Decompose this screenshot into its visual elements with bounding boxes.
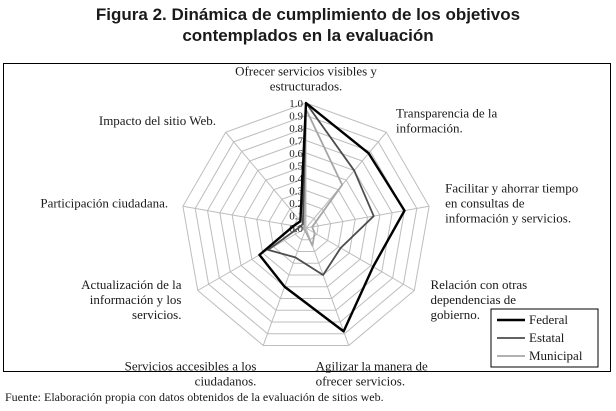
axis-label <box>396 105 498 135</box>
tick-label: 0.0 <box>289 223 303 235</box>
axis-label <box>445 180 578 225</box>
axis-label-line: Participación ciudadana. <box>40 195 169 211</box>
axis-label-line: Actualización de la <box>81 276 182 292</box>
grid-spoke <box>198 228 306 291</box>
axis-label-line: información y servicios. <box>445 210 572 226</box>
figure-title-line-1: Figura 2. Dinámica de cumplimiento de los objetivos <box>95 5 521 24</box>
tick-label: 0.3 <box>289 185 303 198</box>
axis-label <box>235 63 377 93</box>
axis-label-line: dependencias de <box>430 291 517 307</box>
tick-label: 0.6 <box>289 148 303 160</box>
tick-label: 0.1 <box>289 210 303 223</box>
grid-spoke <box>306 132 386 228</box>
tick-label: 0.2 <box>289 198 303 210</box>
axis-label-line: estructurados. <box>269 78 343 94</box>
axis-label <box>125 358 257 388</box>
axis-label-line: Impacto del sitio Web. <box>98 112 217 128</box>
axis-label-line: Agilizar la manera de <box>315 358 428 374</box>
axis-label <box>81 277 182 322</box>
axis-label-line: gobierno. <box>430 306 480 322</box>
axis-label-line: Transparencia de la <box>395 105 498 121</box>
figure-title-line-2: contemplados en la evaluación <box>182 26 434 45</box>
axis-label-line: Ofrecer servicios visibles y <box>235 63 377 79</box>
axis-label-line: información y los <box>89 291 182 307</box>
series-line-estatal <box>268 103 374 275</box>
tick-label: 0.9 <box>289 110 303 123</box>
tick-label: 0.5 <box>289 160 303 173</box>
axis-label-line: Facilitar y ahorrar tiempo <box>445 180 579 196</box>
tick-label: 0.8 <box>289 123 303 135</box>
legend-label-federal: Federal <box>529 312 568 327</box>
figure-source: Fuente: Elaboración propia con datos obtenidos de la evaluación de sitios web. <box>5 390 384 404</box>
axis-label-line: Servicios accesibles a los <box>124 358 257 374</box>
axis-label-line: información. <box>395 120 463 136</box>
axis-label-line: ciudadanos. <box>194 373 257 389</box>
tick-label: 0.4 <box>289 173 303 185</box>
tick-label: 1.0 <box>289 98 303 110</box>
axis-label-line: ofrecer servicios. <box>315 373 406 389</box>
grid-spoke <box>306 228 414 291</box>
grid-spoke <box>183 206 306 228</box>
axis-label-line: Relación con otras <box>430 276 528 292</box>
axis-label-line: servicios. <box>132 306 182 322</box>
legend-label-municipal: Municipal <box>529 348 583 363</box>
tick-label: 0.7 <box>289 135 303 148</box>
axis-label <box>316 358 428 388</box>
axis-label-line: en consultas de <box>445 195 525 211</box>
legend-label-estatal: Estatal <box>529 330 565 345</box>
axis-label <box>99 113 216 128</box>
axis-label <box>40 196 168 211</box>
